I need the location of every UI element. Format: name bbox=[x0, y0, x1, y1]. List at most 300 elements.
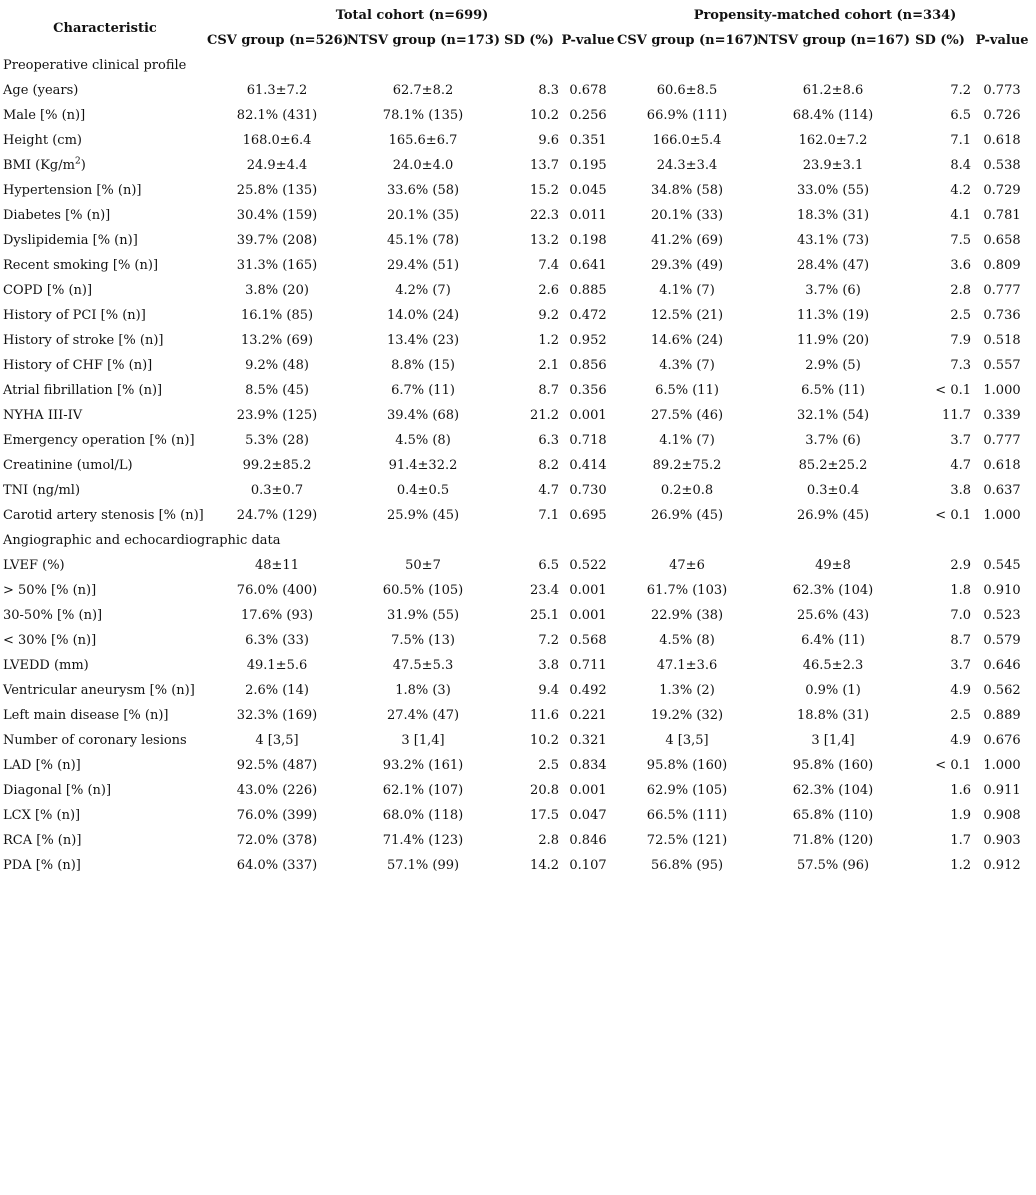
matched-pvalue-value: 1.000 bbox=[983, 383, 1021, 398]
matched-sd-value: 3.8 bbox=[950, 483, 971, 498]
matched-ntsv-value: 0.9% (1) bbox=[805, 683, 861, 698]
matched-ntsv-value: 57.5% (96) bbox=[796, 858, 870, 873]
matched-pvalue-value: 0.518 bbox=[983, 333, 1021, 348]
matched-sd-value: 7.9 bbox=[950, 333, 971, 348]
matched-ntsv-value: 3 [1,4] bbox=[811, 733, 855, 748]
matched-ntsv-value: 23.9±3.1 bbox=[802, 158, 864, 173]
total-sd-value: 7.1 bbox=[538, 508, 559, 523]
total-sd-value: 9.6 bbox=[538, 133, 559, 148]
row-label bbox=[3, 553, 207, 578]
total-ntsv-value: 25.9% (45) bbox=[386, 508, 460, 523]
matched-csv-value: 95.8% (160) bbox=[646, 758, 728, 773]
total-ntsv-value: 3 [1,4] bbox=[401, 733, 445, 748]
total-csv-value: 17.6% (93) bbox=[240, 608, 314, 623]
total-csv-value: 39.7% (208) bbox=[236, 233, 318, 248]
row-label bbox=[3, 353, 207, 378]
table-row bbox=[3, 728, 1033, 753]
total-pvalue-value: 0.718 bbox=[569, 433, 607, 448]
matched-csv-value: 89.2±75.2 bbox=[652, 458, 722, 473]
matched-ntsv-value: 3.7% (6) bbox=[805, 433, 861, 448]
row-label-text: RCA [% (n)] bbox=[3, 833, 82, 848]
row-label-text: Emergency operation [% (n)] bbox=[3, 433, 195, 448]
total-sd-value: 22.3 bbox=[530, 208, 559, 223]
row-label-text: Number of coronary lesions bbox=[3, 733, 187, 748]
matched-sd-header: SD (%) bbox=[915, 33, 965, 48]
row-label bbox=[3, 503, 207, 528]
total-pvalue-value: 0.695 bbox=[569, 508, 607, 523]
total-sd-value: 8.2 bbox=[538, 458, 559, 473]
row-label bbox=[3, 128, 207, 153]
matched-sd-value: 7.2 bbox=[950, 83, 971, 98]
matched-pvalue-value: 1.000 bbox=[983, 508, 1021, 523]
matched-pvalue-value: 0.637 bbox=[983, 483, 1021, 498]
row-label-text: Left main disease [% (n)] bbox=[3, 708, 169, 723]
total-sd-value: 17.5 bbox=[530, 808, 559, 823]
total-ntsv-value: 62.1% (107) bbox=[382, 783, 464, 798]
total-csv-value: 3.8% (20) bbox=[245, 283, 309, 298]
total-sd-value: 10.2 bbox=[530, 733, 559, 748]
row-label bbox=[3, 428, 207, 453]
matched-ntsv-value: 28.4% (47) bbox=[796, 258, 870, 273]
row-label-text: Hypertension [% (n)] bbox=[3, 183, 142, 198]
total-sd-value: 8.3 bbox=[538, 83, 559, 98]
matched-csv-value: 62.9% (105) bbox=[646, 783, 728, 798]
table-row bbox=[3, 378, 1033, 403]
total-pvalue-value: 0.351 bbox=[569, 133, 607, 148]
total-sd-value: 2.6 bbox=[538, 283, 559, 298]
matched-sd-value: 4.9 bbox=[950, 733, 971, 748]
total-pvalue-value: 0.321 bbox=[569, 733, 607, 748]
total-sd-value: 9.2 bbox=[538, 308, 559, 323]
row-label-text: LVEDD (mm) bbox=[3, 658, 89, 673]
section-title: Angiographic and echocardiographic data bbox=[3, 533, 281, 548]
row-label-text: Diabetes [% (n)] bbox=[3, 208, 111, 223]
total-sd-value: 7.2 bbox=[538, 633, 559, 648]
total-csv-value: 43.0% (226) bbox=[236, 783, 318, 798]
row-label bbox=[3, 603, 207, 628]
total-pvalue-value: 0.047 bbox=[569, 808, 607, 823]
table-row bbox=[3, 403, 1033, 428]
total-ntsv-value: 91.4±32.2 bbox=[388, 458, 458, 473]
table-row bbox=[3, 303, 1033, 328]
matched-pvalue-value: 0.908 bbox=[983, 808, 1021, 823]
matched-pvalue-value: 0.903 bbox=[983, 833, 1021, 848]
total-csv-value: 31.3% (165) bbox=[236, 258, 318, 273]
row-label-text: BMI (Kg/m bbox=[3, 158, 75, 173]
row-label bbox=[3, 403, 207, 428]
matched-pvalue-value: 0.538 bbox=[983, 158, 1021, 173]
matched-sd-value: 2.8 bbox=[950, 283, 971, 298]
total-csv-value: 9.2% (48) bbox=[245, 358, 309, 373]
row-label bbox=[3, 328, 207, 353]
table-row bbox=[3, 503, 1033, 528]
row-label bbox=[3, 703, 207, 728]
row-label bbox=[3, 103, 207, 128]
matched-ntsv-value: 3.7% (6) bbox=[805, 283, 861, 298]
row-label bbox=[3, 478, 207, 503]
matched-csv-header: CSV group (n=167) bbox=[617, 33, 759, 48]
total-csv-value: 25.8% (135) bbox=[236, 183, 318, 198]
matched-sd-value: 1.9 bbox=[950, 808, 971, 823]
row-label bbox=[3, 678, 207, 703]
total-sd-value: 2.8 bbox=[538, 833, 559, 848]
matched-pvalue-value: 0.562 bbox=[983, 683, 1021, 698]
matched-pvalue-value: 0.777 bbox=[983, 283, 1021, 298]
row-label bbox=[3, 578, 207, 603]
matched-ntsv-value: 18.3% (31) bbox=[796, 208, 870, 223]
total-sd-value: 4.7 bbox=[538, 483, 559, 498]
matched-pvalue-value: 0.557 bbox=[983, 358, 1021, 373]
total-ntsv-value: 93.2% (161) bbox=[382, 758, 464, 773]
matched-pvalue-value: 0.911 bbox=[983, 783, 1021, 798]
row-label-text: Creatinine (umol/L) bbox=[3, 458, 133, 473]
total-pvalue-value: 0.711 bbox=[569, 658, 607, 673]
row-label-text: LAD [% (n)] bbox=[3, 758, 81, 773]
matched-pvalue-value: 0.523 bbox=[983, 608, 1021, 623]
total-sd-value: 8.7 bbox=[538, 383, 559, 398]
matched-pvalue-header: P-value bbox=[975, 33, 1029, 48]
matched-sd-value: < 0.1 bbox=[935, 508, 971, 523]
matched-sd-value: 2.9 bbox=[950, 558, 971, 573]
total-sd-header: SD (%) bbox=[504, 33, 554, 48]
total-pvalue-value: 0.001 bbox=[569, 408, 607, 423]
row-label-text: < 30% [% (n)] bbox=[3, 633, 97, 648]
total-sd-value: 3.8 bbox=[538, 658, 559, 673]
matched-csv-value: 4.1% (7) bbox=[659, 433, 715, 448]
table-row bbox=[3, 328, 1033, 353]
total-sd-value: 13.7 bbox=[530, 158, 559, 173]
row-label-text: Recent smoking [% (n)] bbox=[3, 258, 159, 273]
total-csv-value: 13.2% (69) bbox=[240, 333, 314, 348]
matched-ntsv-value: 33.0% (55) bbox=[796, 183, 870, 198]
total-ntsv-value: 39.4% (68) bbox=[386, 408, 460, 423]
total-ntsv-value: 4.5% (8) bbox=[395, 433, 451, 448]
matched-sd-value: 8.4 bbox=[950, 158, 971, 173]
matched-sd-value: 11.7 bbox=[942, 408, 971, 423]
section-row bbox=[3, 53, 1033, 78]
row-label bbox=[3, 278, 207, 303]
matched-pvalue-value: 0.579 bbox=[983, 633, 1021, 648]
total-sd-value: 2.1 bbox=[538, 358, 559, 373]
matched-ntsv-value: 32.1% (54) bbox=[796, 408, 870, 423]
total-csv-value: 76.0% (399) bbox=[236, 808, 318, 823]
matched-pvalue-value: 0.889 bbox=[983, 708, 1021, 723]
total-csv-value: 5.3% (28) bbox=[245, 433, 309, 448]
table-row bbox=[3, 853, 1033, 878]
matched-pvalue-value: 0.658 bbox=[983, 233, 1021, 248]
matched-pvalue-value: 0.646 bbox=[983, 658, 1021, 673]
total-csv-value: 49.1±5.6 bbox=[246, 658, 308, 673]
table-row bbox=[3, 628, 1033, 653]
table-row bbox=[3, 678, 1033, 703]
total-ntsv-value: 14.0% (24) bbox=[386, 308, 460, 323]
matched-sd-value: 4.9 bbox=[950, 683, 971, 698]
matched-csv-value: 24.3±3.4 bbox=[656, 158, 718, 173]
table-row bbox=[3, 778, 1033, 803]
row-label-text: COPD [% (n)] bbox=[3, 283, 93, 298]
matched-csv-value: 72.5% (121) bbox=[646, 833, 728, 848]
matched-ntsv-value: 6.4% (11) bbox=[801, 633, 865, 648]
total-pvalue-value: 0.001 bbox=[569, 583, 607, 598]
total-ntsv-value: 57.1% (99) bbox=[386, 858, 460, 873]
total-pvalue-value: 0.001 bbox=[569, 783, 607, 798]
matched-ntsv-value: 2.9% (5) bbox=[805, 358, 861, 373]
total-csv-value: 6.3% (33) bbox=[245, 633, 309, 648]
matched-ntsv-value: 62.3% (104) bbox=[792, 783, 874, 798]
row-label-text: > 50% [% (n)] bbox=[3, 583, 97, 598]
total-sd-value: 11.6 bbox=[530, 708, 559, 723]
row-label bbox=[3, 778, 207, 803]
total-ntsv-value: 27.4% (47) bbox=[386, 708, 460, 723]
total-pvalue-value: 0.001 bbox=[569, 608, 607, 623]
total-csv-header: CSV group (n=526) bbox=[207, 33, 349, 48]
matched-csv-value: 19.2% (32) bbox=[650, 708, 724, 723]
matched-ntsv-value: 11.9% (20) bbox=[796, 333, 870, 348]
row-label bbox=[3, 803, 207, 828]
total-sd-value: 15.2 bbox=[530, 183, 559, 198]
total-pvalue-header: P-value bbox=[561, 33, 615, 48]
matched-csv-value: 34.8% (58) bbox=[650, 183, 724, 198]
matched-ntsv-value: 25.6% (43) bbox=[796, 608, 870, 623]
matched-pvalue-value: 0.726 bbox=[983, 108, 1021, 123]
total-pvalue-value: 0.641 bbox=[569, 258, 607, 273]
matched-csv-value: 4 [3,5] bbox=[665, 733, 709, 748]
table-row bbox=[3, 828, 1033, 853]
table-row bbox=[3, 278, 1033, 303]
matched-ntsv-value: 71.8% (120) bbox=[792, 833, 874, 848]
matched-sd-value: 7.3 bbox=[950, 358, 971, 373]
total-ntsv-value: 8.8% (15) bbox=[391, 358, 455, 373]
row-label-text: History of stroke [% (n)] bbox=[3, 333, 164, 348]
total-sd-value: 9.4 bbox=[538, 683, 559, 698]
matched-pvalue-value: 0.545 bbox=[983, 558, 1021, 573]
matched-csv-value: 14.6% (24) bbox=[650, 333, 724, 348]
matched-pvalue-value: 0.618 bbox=[983, 458, 1021, 473]
matched-sd-value: 3.6 bbox=[950, 258, 971, 273]
row-label-text: Ventricular aneurysm [% (n)] bbox=[3, 683, 195, 698]
total-csv-value: 99.2±85.2 bbox=[242, 458, 312, 473]
matched-sd-value: 6.5 bbox=[950, 108, 971, 123]
total-sd-value: 21.2 bbox=[530, 408, 559, 423]
total-ntsv-value: 60.5% (105) bbox=[382, 583, 464, 598]
total-pvalue-value: 0.730 bbox=[569, 483, 607, 498]
matched-sd-value: < 0.1 bbox=[935, 383, 971, 398]
table-row bbox=[3, 228, 1033, 253]
matched-pvalue-value: 0.912 bbox=[983, 858, 1021, 873]
matched-pvalue-value: 0.781 bbox=[983, 208, 1021, 223]
matched-sd-value: 7.0 bbox=[950, 608, 971, 623]
matched-sd-value: 4.7 bbox=[950, 458, 971, 473]
matched-sd-value: < 0.1 bbox=[935, 758, 971, 773]
total-ntsv-value: 78.1% (135) bbox=[382, 108, 464, 123]
row-label bbox=[3, 153, 207, 178]
total-csv-value: 23.9% (125) bbox=[236, 408, 318, 423]
table-row bbox=[3, 803, 1033, 828]
matched-csv-value: 1.3% (2) bbox=[659, 683, 715, 698]
matched-ntsv-value: 95.8% (160) bbox=[792, 758, 874, 773]
total-sd-value: 10.2 bbox=[530, 108, 559, 123]
matched-csv-value: 4.1% (7) bbox=[659, 283, 715, 298]
total-ntsv-value: 71.4% (123) bbox=[382, 833, 464, 848]
row-label-text: Atrial fibrillation [% (n)] bbox=[3, 383, 163, 398]
total-sd-value: 23.4 bbox=[530, 583, 559, 598]
total-csv-value: 76.0% (400) bbox=[236, 583, 318, 598]
row-label-superscript: 2 bbox=[74, 156, 81, 167]
table-row bbox=[3, 478, 1033, 503]
total-csv-value: 4 [3,5] bbox=[255, 733, 299, 748]
total-sd-value: 2.5 bbox=[538, 758, 559, 773]
matched-csv-value: 66.5% (111) bbox=[646, 808, 728, 823]
baseline-characteristics-table bbox=[3, 3, 1033, 878]
row-label-text: Height (cm) bbox=[3, 133, 82, 148]
table-row bbox=[3, 253, 1033, 278]
table-row bbox=[3, 428, 1033, 453]
matched-csv-value: 4.3% (7) bbox=[659, 358, 715, 373]
table-row bbox=[3, 653, 1033, 678]
total-pvalue-value: 0.568 bbox=[569, 633, 607, 648]
total-ntsv-header: NTSV group (n=173) bbox=[347, 33, 501, 48]
total-csv-value: 24.7% (129) bbox=[236, 508, 318, 523]
total-csv-value: 64.0% (337) bbox=[236, 858, 318, 873]
table-row bbox=[3, 453, 1033, 478]
total-ntsv-value: 47.5±5.3 bbox=[392, 658, 454, 673]
table-row bbox=[3, 753, 1033, 778]
row-label-text: NYHA III-IV bbox=[3, 408, 83, 423]
matched-csv-value: 66.9% (111) bbox=[646, 108, 728, 123]
matched-ntsv-value: 65.8% (110) bbox=[792, 808, 874, 823]
matched-ntsv-value: 11.3% (19) bbox=[796, 308, 870, 323]
matched-csv-value: 20.1% (33) bbox=[650, 208, 724, 223]
matched-pvalue-value: 0.618 bbox=[983, 133, 1021, 148]
total-pvalue-value: 0.522 bbox=[569, 558, 607, 573]
total-csv-value: 72.0% (378) bbox=[236, 833, 318, 848]
total-pvalue-value: 0.885 bbox=[569, 283, 607, 298]
total-sd-value: 6.3 bbox=[538, 433, 559, 448]
total-ntsv-value: 29.4% (51) bbox=[386, 258, 460, 273]
row-label bbox=[3, 378, 207, 403]
section-title: Preoperative clinical profile bbox=[3, 58, 187, 73]
total-ntsv-value: 1.8% (3) bbox=[395, 683, 451, 698]
total-sd-value: 14.2 bbox=[530, 858, 559, 873]
row-label-text: LCX [% (n)] bbox=[3, 808, 81, 823]
matched-pvalue-value: 0.676 bbox=[983, 733, 1021, 748]
matched-ntsv-value: 6.5% (11) bbox=[801, 383, 865, 398]
matched-csv-value: 60.6±8.5 bbox=[656, 83, 718, 98]
total-sd-value: 20.8 bbox=[530, 783, 559, 798]
matched-ntsv-value: 62.3% (104) bbox=[792, 583, 874, 598]
total-csv-value: 8.5% (45) bbox=[245, 383, 309, 398]
matched-csv-value: 12.5% (21) bbox=[650, 308, 724, 323]
table-row bbox=[3, 178, 1033, 203]
total-pvalue-value: 0.011 bbox=[569, 208, 607, 223]
total-pvalue-value: 0.045 bbox=[569, 183, 607, 198]
total-csv-value: 24.9±4.4 bbox=[246, 158, 308, 173]
matched-ntsv-value: 49±8 bbox=[815, 558, 851, 573]
row-label-text: LVEF (%) bbox=[3, 558, 65, 573]
total-pvalue-value: 0.846 bbox=[569, 833, 607, 848]
row-label-text: Diagonal [% (n)] bbox=[3, 783, 112, 798]
total-sd-value: 25.1 bbox=[530, 608, 559, 623]
section-row bbox=[3, 528, 1033, 553]
matched-ntsv-value: 43.1% (73) bbox=[796, 233, 870, 248]
row-label-text: History of CHF [% (n)] bbox=[3, 358, 153, 373]
total-sd-value: 7.4 bbox=[538, 258, 559, 273]
total-csv-value: 168.0±6.4 bbox=[242, 133, 312, 148]
row-label bbox=[3, 628, 207, 653]
matched-csv-value: 47±6 bbox=[669, 558, 705, 573]
matched-sd-value: 7.1 bbox=[950, 133, 971, 148]
matched-pvalue-value: 0.773 bbox=[983, 83, 1021, 98]
matched-csv-value: 27.5% (46) bbox=[650, 408, 724, 423]
total-ntsv-value: 7.5% (13) bbox=[391, 633, 455, 648]
total-pvalue-value: 0.221 bbox=[569, 708, 607, 723]
matched-ntsv-value: 61.2±8.6 bbox=[802, 83, 864, 98]
row-label-text: PDA [% (n)] bbox=[3, 858, 81, 873]
matched-ntsv-value: 18.8% (31) bbox=[796, 708, 870, 723]
matched-csv-value: 29.3% (49) bbox=[650, 258, 724, 273]
row-label bbox=[3, 303, 207, 328]
total-ntsv-value: 62.7±8.2 bbox=[392, 83, 454, 98]
total-ntsv-value: 24.0±4.0 bbox=[392, 158, 454, 173]
total-ntsv-value: 68.0% (118) bbox=[382, 808, 464, 823]
matched-ntsv-value: 0.3±0.4 bbox=[806, 483, 860, 498]
matched-ntsv-value: 162.0±7.2 bbox=[798, 133, 868, 148]
table-row bbox=[3, 153, 1033, 178]
table-header bbox=[3, 3, 1033, 53]
table-row bbox=[3, 553, 1033, 578]
total-csv-value: 2.6% (14) bbox=[245, 683, 309, 698]
matched-cohort-header: Propensity-matched cohort (n=334) bbox=[693, 8, 957, 23]
total-csv-value: 32.3% (169) bbox=[236, 708, 318, 723]
total-sd-value: 6.5 bbox=[538, 558, 559, 573]
matched-pvalue-value: 0.777 bbox=[983, 433, 1021, 448]
row-label bbox=[3, 653, 207, 678]
table-row bbox=[3, 353, 1033, 378]
table-row bbox=[3, 578, 1033, 603]
matched-pvalue-value: 0.910 bbox=[983, 583, 1021, 598]
matched-pvalue-value: 0.339 bbox=[983, 408, 1021, 423]
row-label bbox=[3, 178, 207, 203]
total-pvalue-value: 0.107 bbox=[569, 858, 607, 873]
table-row bbox=[3, 78, 1033, 103]
row-label-text: Age (years) bbox=[3, 83, 79, 98]
table-row bbox=[3, 103, 1033, 128]
total-pvalue-value: 0.678 bbox=[569, 83, 607, 98]
matched-csv-value: 0.2±0.8 bbox=[660, 483, 714, 498]
matched-csv-value: 6.5% (11) bbox=[655, 383, 719, 398]
total-pvalue-value: 0.198 bbox=[569, 233, 607, 248]
total-csv-value: 0.3±0.7 bbox=[250, 483, 304, 498]
matched-sd-value: 4.1 bbox=[950, 208, 971, 223]
total-pvalue-value: 0.472 bbox=[569, 308, 607, 323]
total-ntsv-value: 20.1% (35) bbox=[386, 208, 460, 223]
total-sd-value: 13.2 bbox=[530, 233, 559, 248]
matched-ntsv-value: 68.4% (114) bbox=[792, 108, 874, 123]
matched-pvalue-value: 1.000 bbox=[983, 758, 1021, 773]
matched-sd-value: 2.5 bbox=[950, 308, 971, 323]
table-row bbox=[3, 128, 1033, 153]
table-body bbox=[3, 53, 1033, 878]
row-label bbox=[3, 728, 207, 753]
total-pvalue-value: 0.414 bbox=[569, 458, 607, 473]
matched-csv-value: 4.5% (8) bbox=[659, 633, 715, 648]
characteristic-header: Characteristic bbox=[53, 20, 157, 36]
total-ntsv-value: 6.7% (11) bbox=[391, 383, 455, 398]
matched-pvalue-value: 0.809 bbox=[983, 258, 1021, 273]
matched-ntsv-header: NTSV group (n=167) bbox=[757, 33, 911, 48]
row-label bbox=[3, 203, 207, 228]
total-pvalue-value: 0.256 bbox=[569, 108, 607, 123]
